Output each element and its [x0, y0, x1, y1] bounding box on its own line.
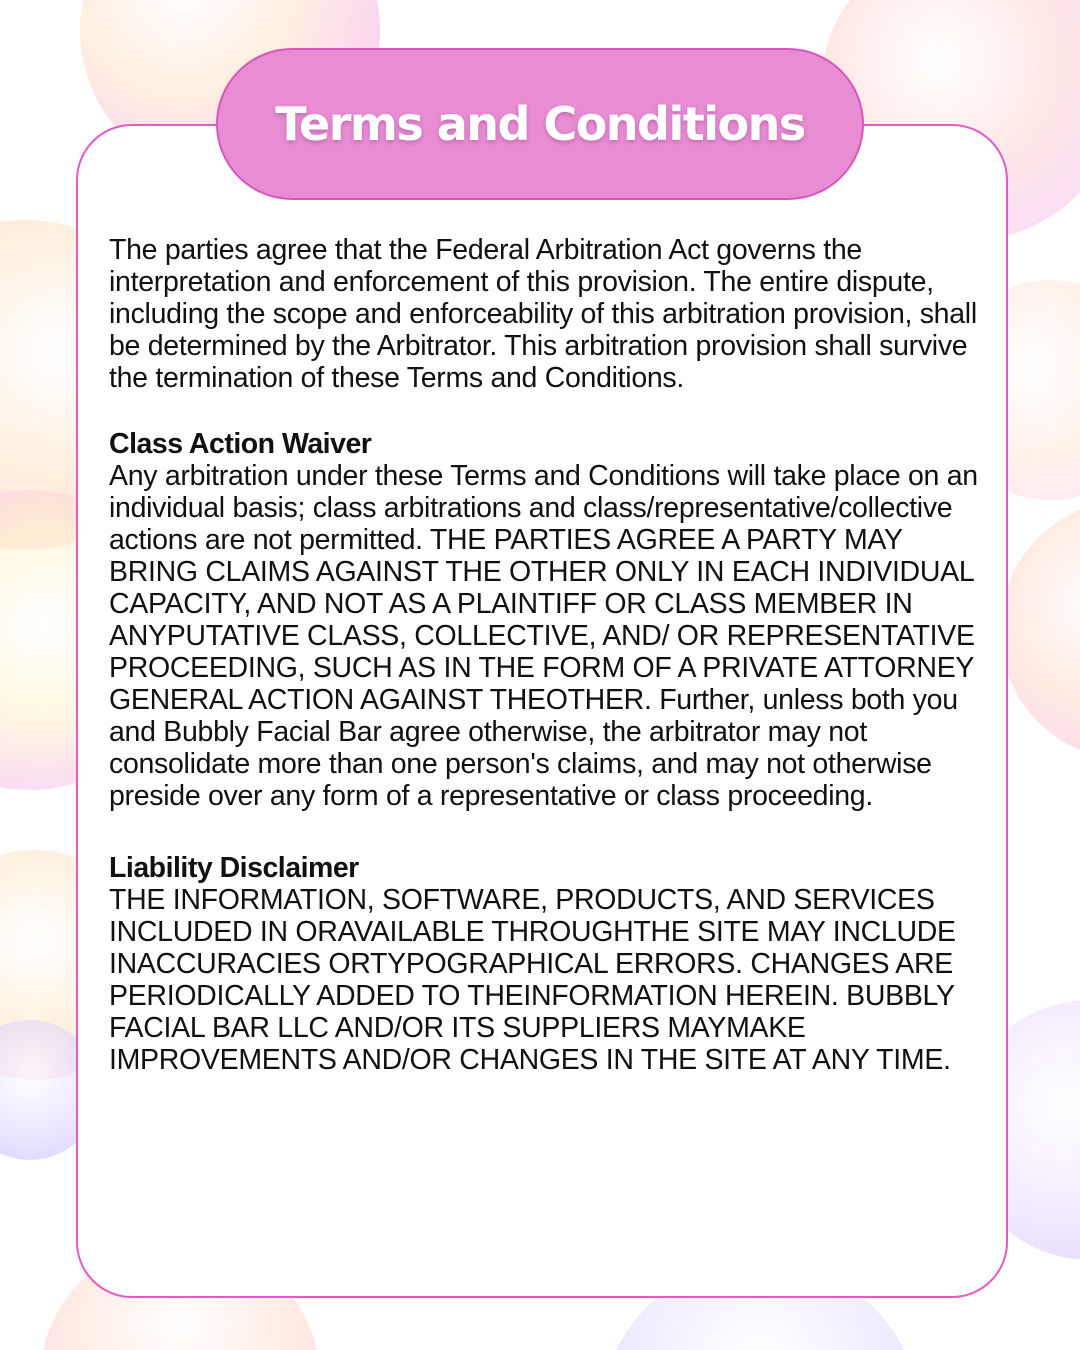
- section-body: Any arbitration under these Terms and Conditions will take place on an individual basis; class arbitrations and class/representative/collective actions are not permitted. THE PARTIES AGREE A PARTY MAY BRING CLAIMS AGAINST THE OTHER ONLY IN EACH INDIVIDUAL CAPACITY, AND NOT AS A PLAINTIFF OR CLASS MEMBER IN ANYPUTATIVE CLASS, COLLECTIVE, AND/ OR REPRESENTATIVE PROCEEDING, SUCH AS IN THE FORM OF A PRIVATE ATTORNEY GENERAL ACTION AGAINST THEOTHER. Further, unless both you and Bubbly Facial Bar agree otherwise, the arbitrator may not consolidate more than one person's claims, and may not otherwise preside over any form of a representative or class proceeding.: [109, 460, 978, 812]
- section-class-action-waiver: [109, 428, 979, 812]
- section-liability-disclaimer: [109, 852, 979, 1076]
- section-heading: Liability Disclaimer: [109, 852, 359, 884]
- title-banner: [216, 48, 864, 200]
- terms-content: [109, 234, 979, 1116]
- section-heading: Class Action Waiver: [109, 428, 372, 460]
- page-title: Terms and Conditions: [275, 97, 805, 151]
- intro-paragraph: The parties agree that the Federal Arbitration Act governs the interpretation and enforcement of this provision. The entire dispute, including the scope and enforceability of this arbitration provision, shall be determined by the Arbitrator. This arbitration provision shall survive the termination of these Terms and Conditions.: [109, 234, 977, 394]
- decorative-bubble: [1000, 500, 1080, 760]
- section-body: THE INFORMATION, SOFTWARE, PRODUCTS, AND SERVICES INCLUDED IN ORAVAILABLE THROUGHTHE SITE MAY INCLUDE INACCURACIES ORTYPOGRAPHICAL ERRORS. CHANGES ARE PERIODICALLY ADDED TO THEINFORMATION HEREIN. BUBBLY FACIAL BAR LLC AND/OR ITS SUPPLIERS MAYMAKE IMPROVEMENTS AND/OR CHANGES IN THE SITE AT ANY TIME.: [109, 884, 956, 1076]
